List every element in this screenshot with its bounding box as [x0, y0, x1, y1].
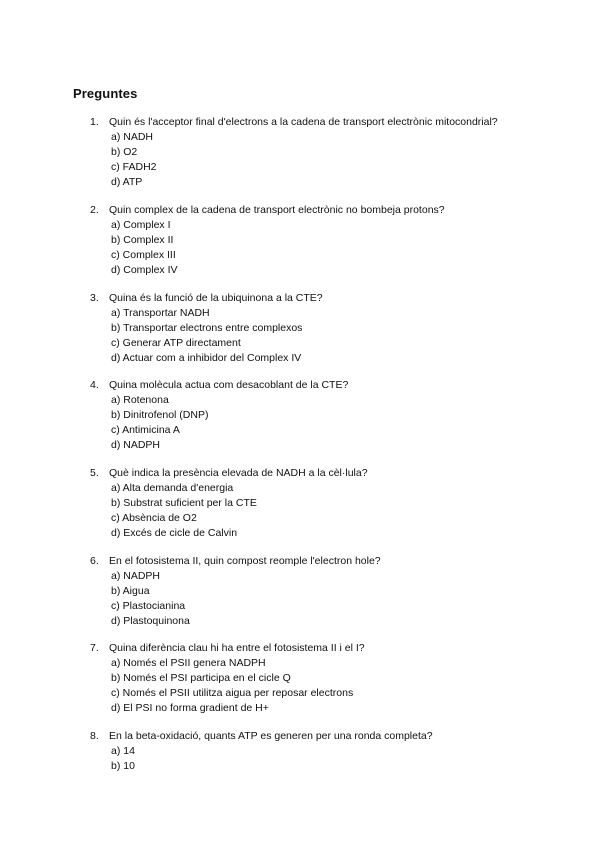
option-list	[90, 656, 560, 716]
option-c: c) Generar ATP directament	[111, 337, 241, 349]
question-6	[90, 554, 560, 629]
question-number: 2.	[90, 204, 99, 216]
question-5	[90, 466, 560, 541]
option-a: a) 14	[111, 745, 135, 757]
option-b: b) Substrat suficient per la CTE	[111, 497, 257, 509]
option-a: a) NADPH	[111, 570, 161, 582]
option-list	[90, 393, 560, 453]
option-list	[90, 744, 560, 774]
option-list	[90, 218, 560, 278]
question-text: En el fotosistema II, quin compost reomple l'electron hole?	[109, 555, 381, 567]
question-number: 4.	[90, 379, 99, 391]
question-number: 5.	[90, 467, 99, 479]
option-a: a) NADH	[111, 131, 154, 143]
option-a: a) Només el PSII genera NADPH	[111, 657, 266, 669]
question-text: Quina diferència clau hi ha entre el fotosistema II i el I?	[109, 642, 365, 654]
option-d: d) Excés de cicle de Calvin	[111, 527, 238, 539]
option-d: d) NADPH	[111, 439, 161, 451]
question-3	[90, 291, 560, 366]
question-number: 3.	[90, 292, 99, 304]
option-a: a) Rotenona	[111, 394, 169, 406]
option-list	[90, 569, 560, 629]
option-c: c) FADH2	[111, 161, 157, 173]
option-d: d) Plastoquinona	[111, 615, 190, 627]
option-c: c) Antimicina A	[111, 424, 180, 436]
option-a: a) Complex I	[111, 219, 171, 231]
option-d: d) ATP	[111, 176, 143, 188]
option-b: b) Dinitrofenol (DNP)	[111, 409, 209, 421]
option-c: c) Només el PSII utilitza aigua per reposar electrons	[111, 687, 354, 699]
option-d: d) Actuar com a inhibidor del Complex IV	[111, 352, 302, 364]
option-d: d) Complex IV	[111, 264, 178, 276]
option-b: b) 10	[111, 760, 135, 772]
question-text: Quin és l'acceptor final d'electrons a la cadena de transport electrònic mitocondrial?	[109, 116, 498, 128]
question-2	[90, 203, 560, 278]
option-a: a) Alta demanda d'energia	[111, 482, 234, 494]
option-b: b) Aigua	[111, 585, 150, 597]
option-b: b) Transportar electrons entre complexos	[111, 322, 303, 334]
option-b: b) Només el PSI participa en el cicle Q	[111, 672, 291, 684]
question-number: 6.	[90, 555, 99, 567]
option-c: c) Complex III	[111, 249, 176, 261]
option-c: c) Absència de O2	[111, 512, 197, 524]
question-text: Quin complex de la cadena de transport electrònic no bombeja protons?	[109, 204, 445, 216]
question-1	[90, 115, 560, 190]
option-list	[90, 130, 560, 190]
question-number: 8.	[90, 730, 99, 742]
question-8	[90, 729, 560, 774]
option-b: b) O2	[111, 146, 138, 158]
option-a: a) Transportar NADH	[111, 307, 210, 319]
question-text: Quina és la funció de la ubiquinona a la CTE?	[109, 292, 323, 304]
question-text: En la beta-oxidació, quants ATP es generen per una ronda completa?	[109, 730, 433, 742]
page-title: Preguntes	[73, 86, 138, 101]
question-number: 1.	[90, 116, 99, 128]
option-list	[90, 306, 560, 366]
option-d: d) El PSI no forma gradient de H+	[111, 702, 269, 714]
question-4	[90, 378, 560, 453]
question-number: 7.	[90, 642, 99, 654]
option-c: c) Plastocianina	[111, 600, 186, 612]
question-7	[90, 641, 560, 716]
question-text: Quina molècula actua com desacoblant de la CTE?	[109, 379, 349, 391]
option-list	[90, 481, 560, 541]
question-text: Què indica la presència elevada de NADH a la cèl·lula?	[109, 467, 368, 479]
option-b: b) Complex II	[111, 234, 174, 246]
